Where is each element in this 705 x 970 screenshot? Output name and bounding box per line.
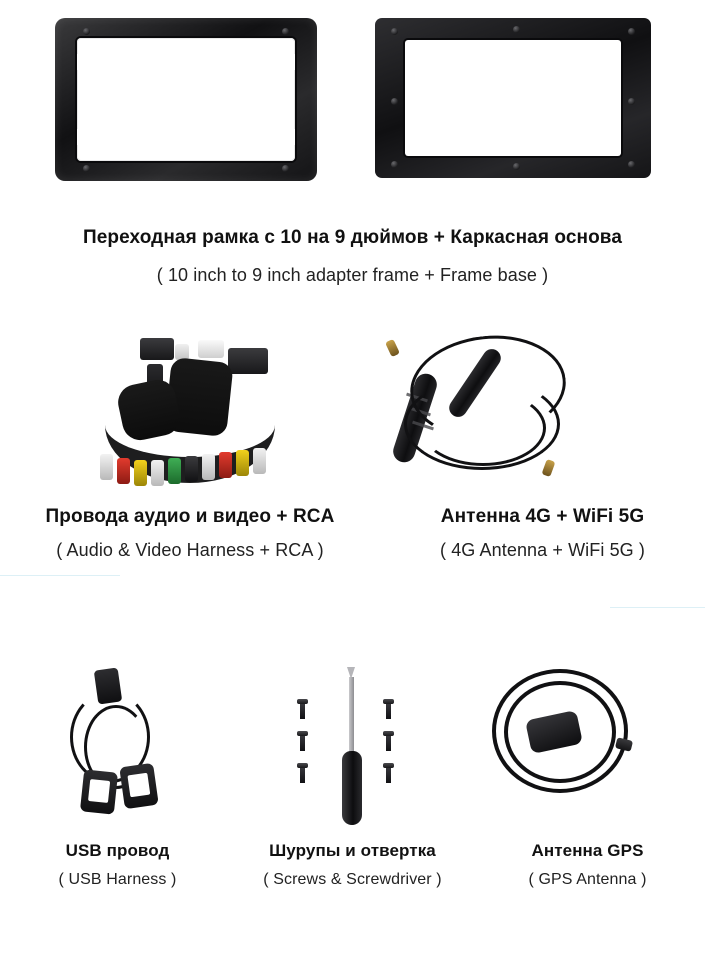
antenna-4g-wifi-title-ru: Антенна 4G + WiFi 5G bbox=[440, 506, 645, 527]
screws-screwdriver-title-ru: Шурупы и отвертка bbox=[269, 841, 436, 860]
decorative-hairline-left bbox=[0, 575, 120, 576]
gps-antenna-captions bbox=[470, 840, 705, 891]
iso-connector bbox=[140, 338, 174, 360]
screw bbox=[385, 763, 392, 783]
antenna-connector bbox=[542, 459, 556, 477]
frame-notch-bottom-left bbox=[77, 129, 97, 145]
usb-harness-captions bbox=[0, 840, 235, 891]
screw bbox=[299, 731, 306, 751]
adapter-frame-title-ru: Переходная рамка с 10 на 9 дюймов + Каркасная основа bbox=[82, 227, 623, 248]
adapter-frame-art bbox=[55, 18, 317, 181]
antenna-connector bbox=[385, 339, 400, 357]
adapter-frame-photos bbox=[0, 18, 705, 198]
screws-screwdriver-captions bbox=[235, 840, 470, 891]
screwdriver-handle bbox=[342, 751, 362, 825]
rca-plug-white bbox=[100, 454, 113, 480]
rca-plug-black bbox=[185, 456, 198, 482]
frame-screw-hole bbox=[282, 165, 289, 172]
decorative-hairline-right bbox=[610, 607, 705, 608]
usb-a-connector bbox=[119, 763, 159, 809]
usb-a-connector bbox=[80, 769, 118, 814]
audio-video-harness-title-ru: Провода аудио и видео + RCA bbox=[45, 506, 335, 527]
screw bbox=[385, 699, 392, 719]
frame-base-screw-hole bbox=[628, 28, 635, 35]
section-adapter-frame bbox=[0, 18, 705, 287]
gps-antenna-title-en: ( GPS Antenna ) bbox=[528, 871, 647, 889]
audio-video-harness-art bbox=[0, 330, 380, 505]
frame-base-screw-hole bbox=[391, 98, 398, 105]
screws-screwdriver-art bbox=[235, 655, 470, 840]
frame-base-art bbox=[375, 18, 651, 178]
section-accessories bbox=[0, 655, 705, 891]
gps-antenna-art bbox=[470, 655, 705, 840]
screw bbox=[385, 731, 392, 751]
screw bbox=[299, 699, 306, 719]
usb-harness-art bbox=[0, 655, 235, 840]
screwdriver-shaft bbox=[349, 677, 354, 753]
screw bbox=[299, 763, 306, 783]
gps-antenna-block bbox=[470, 655, 705, 891]
frame-base-screw-hole bbox=[513, 163, 520, 170]
screwdriver-tip bbox=[347, 667, 355, 679]
audio-video-harness-captions bbox=[0, 505, 380, 562]
white-connector bbox=[198, 340, 224, 358]
rca-plug-white bbox=[202, 454, 215, 480]
screws-screwdriver-block bbox=[235, 655, 470, 891]
frame-screw-hole bbox=[282, 28, 289, 35]
usb-harness-block bbox=[0, 655, 235, 891]
rca-plug-red bbox=[117, 458, 130, 484]
frame-base-screw-hole bbox=[628, 161, 635, 168]
frame-base-screw-hole bbox=[391, 28, 398, 35]
main-connector bbox=[228, 348, 268, 374]
rca-plug-white bbox=[253, 448, 266, 474]
antenna-4g-wifi-title-en: ( 4G Antenna + WiFi 5G ) bbox=[440, 539, 645, 560]
audio-video-harness-title-en: ( Audio & Video Harness + RCA ) bbox=[56, 539, 324, 560]
rca-plug-yellow bbox=[134, 460, 147, 486]
frame-base-screw-hole bbox=[628, 98, 635, 105]
usb-harness-title-ru: USB провод bbox=[65, 841, 170, 860]
frame-base-screw-hole bbox=[391, 161, 398, 168]
audio-video-harness-block bbox=[0, 330, 380, 562]
antenna-4g-wifi-art bbox=[380, 330, 705, 505]
rca-plug-green bbox=[168, 458, 181, 484]
rca-plug-yellow bbox=[236, 450, 249, 476]
frame-notch-bottom-right bbox=[275, 129, 295, 145]
gps-antenna-title-ru: Антенна GPS bbox=[531, 841, 644, 860]
screws-screwdriver-title-en: ( Screws & Screwdriver ) bbox=[263, 871, 442, 889]
adapter-frame-title-en: ( 10 inch to 9 inch adapter frame + Frame base ) bbox=[156, 264, 549, 285]
frame-screw-hole bbox=[83, 165, 90, 172]
frame-notch-top-right bbox=[275, 54, 295, 70]
rca-plug-white bbox=[151, 460, 164, 486]
frame-screw-hole bbox=[83, 28, 90, 35]
antenna-4g-wifi-block bbox=[380, 330, 705, 562]
rca-plug-red bbox=[219, 452, 232, 478]
frame-base-screw-hole bbox=[513, 26, 520, 33]
frame-notch-top-left bbox=[77, 54, 97, 70]
usb-harness-title-en: ( USB Harness ) bbox=[58, 871, 177, 889]
adapter-frame-captions bbox=[0, 226, 705, 287]
antenna-4g-wifi-captions bbox=[380, 505, 705, 562]
section-harness-antenna bbox=[0, 330, 705, 562]
antenna-cable bbox=[420, 390, 546, 466]
